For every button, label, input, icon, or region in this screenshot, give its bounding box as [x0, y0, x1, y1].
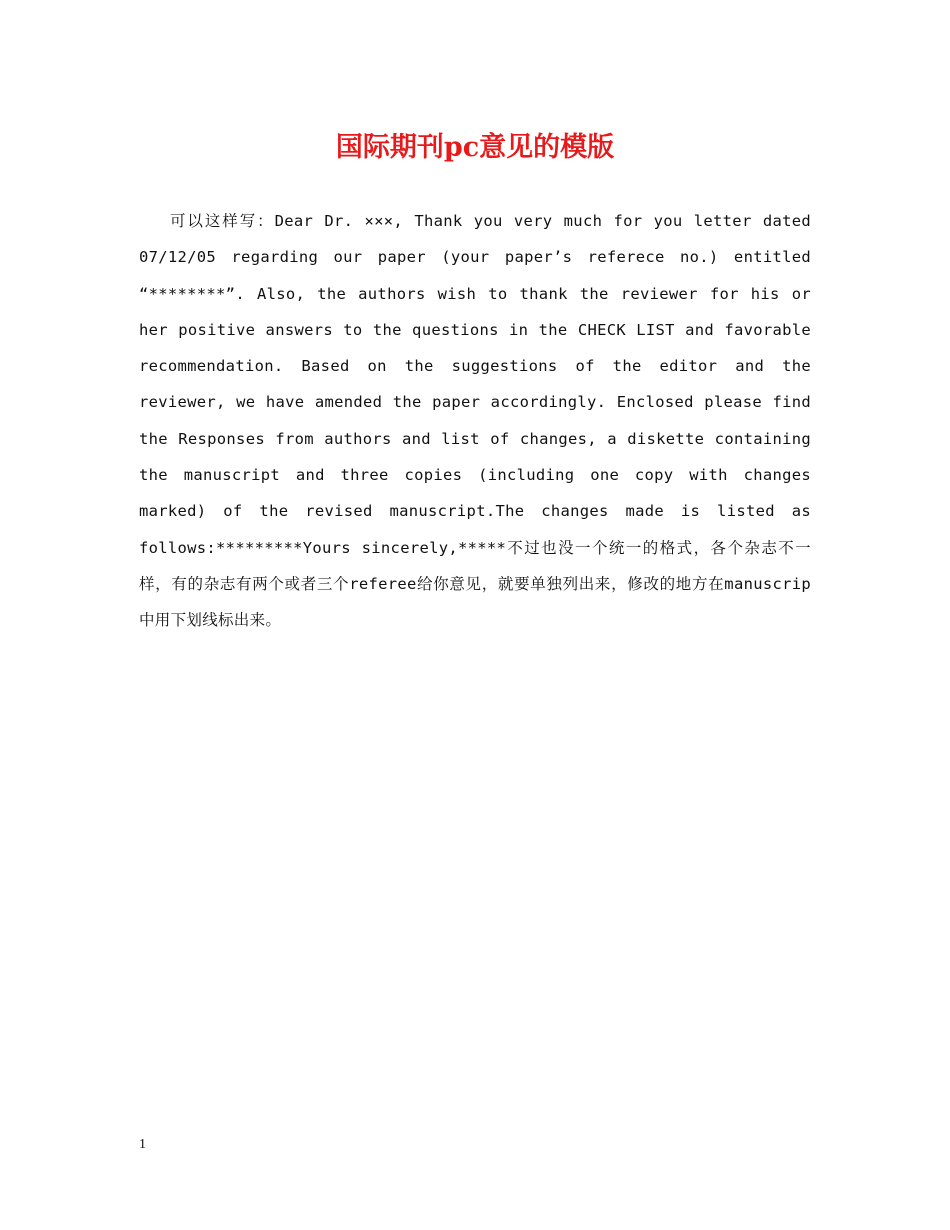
page-title: 国际期刊pc意见的模版	[335, 132, 615, 163]
body-paragraph: 可以这样写：Dear Dr. ×××, Thank you very much for you letter dated 07/12/05 regarding our paper (your paper’s referece no.) entitled “********”. Also, the authors wish to thank the reviewer for his or her positive answers to the questions in the CHECK LIST and favorable recommendation. Based on the suggestions of the editor and the reviewer, we have amended the paper accordingly. Enclosed please find the Responses from authors and list of changes, a diskette containing the manuscript and three copies (including one copy with changes marked) of the revised manuscript.The changes made is listed as follows:*********Yours sincerely,*****不过也没一个统一的格式，各个杂志不一样，有的杂志有两个或者三个referee给你意见，就要单独列出来，修改的地方在manuscrip中用下划线标出来。	[139, 212, 811, 630]
page-number: 1	[139, 1137, 146, 1152]
